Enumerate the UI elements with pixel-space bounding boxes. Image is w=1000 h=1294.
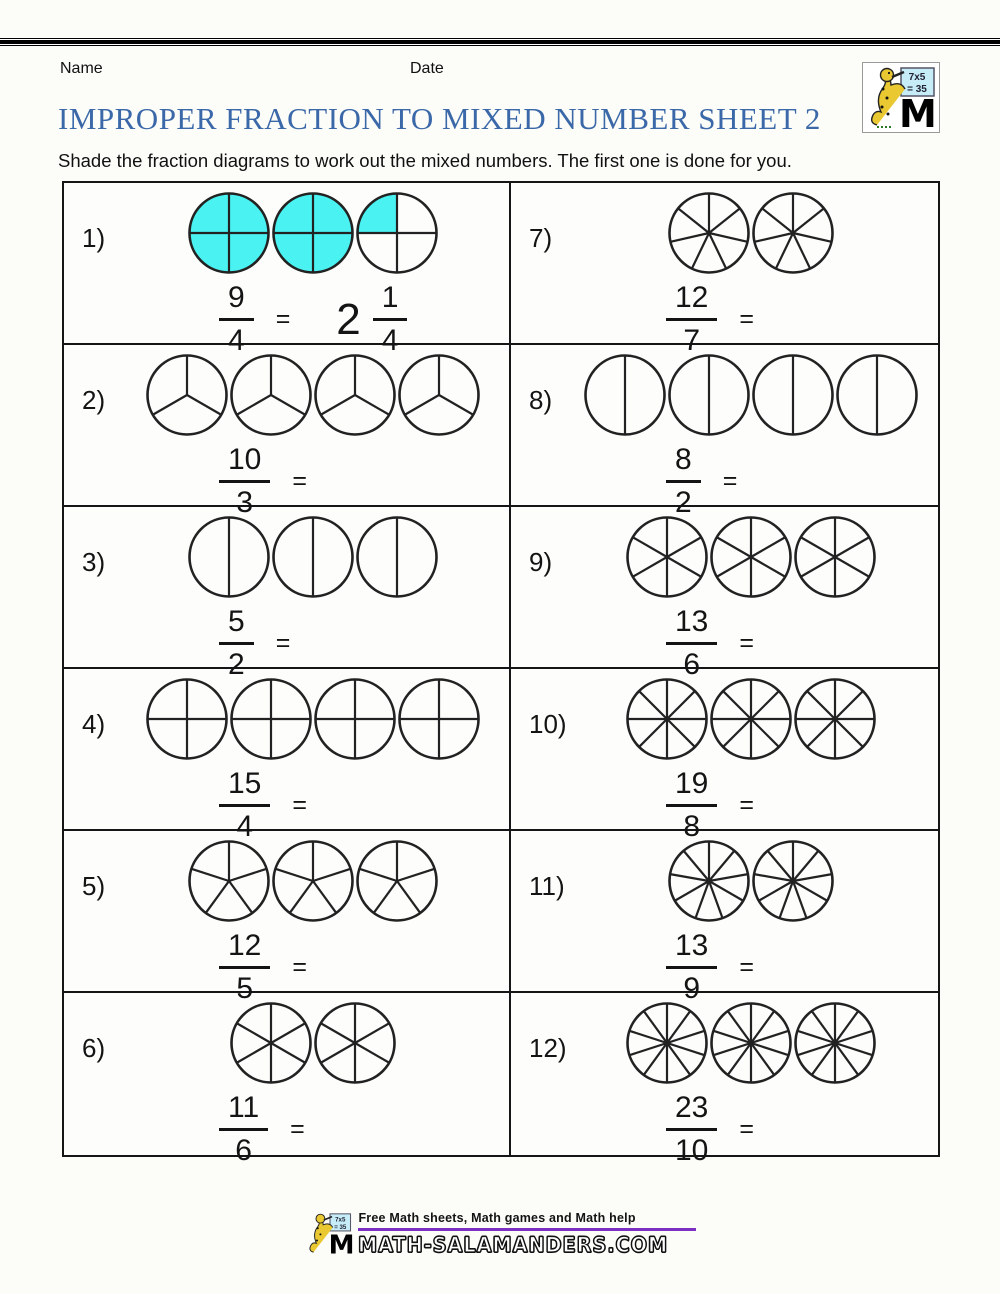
fraction-circle bbox=[229, 353, 313, 437]
problem-cell-1 bbox=[64, 183, 511, 357]
fraction-diagrams bbox=[64, 353, 509, 443]
fraction-circle bbox=[397, 677, 481, 761]
svg-text:M: M bbox=[899, 92, 937, 132]
fraction-circle bbox=[187, 839, 271, 923]
svg-text:= 35: = 35 bbox=[334, 1223, 347, 1231]
footer bbox=[0, 1205, 1000, 1261]
fraction-circle bbox=[355, 515, 439, 599]
fraction-denominator: 4 bbox=[228, 324, 245, 357]
svg-text:M: M bbox=[329, 1230, 355, 1261]
fraction-circle bbox=[355, 191, 439, 275]
equals-sign: = bbox=[739, 1115, 754, 1143]
problem-number: 10) bbox=[529, 709, 567, 739]
svg-text:7x5: 7x5 bbox=[908, 72, 926, 83]
answer-whole-number: 2 bbox=[336, 294, 361, 344]
fraction-circle bbox=[709, 1001, 793, 1085]
problem-number: 3) bbox=[82, 547, 106, 577]
fraction-circle bbox=[271, 515, 355, 599]
fraction-circle bbox=[187, 191, 271, 275]
fraction-denominator: 9 bbox=[683, 972, 701, 1005]
fraction-diagrams bbox=[64, 677, 509, 767]
fraction-denominator: 8 bbox=[683, 810, 701, 843]
fraction-circle bbox=[271, 191, 355, 275]
fraction-circle bbox=[835, 353, 919, 437]
equals-sign: = bbox=[292, 953, 307, 981]
fraction-denominator: 2 bbox=[228, 648, 245, 681]
fraction-denominator: 7 bbox=[683, 324, 701, 357]
equals-sign: = bbox=[275, 629, 291, 657]
fraction-diagrams bbox=[64, 1001, 509, 1091]
equals-sign: = bbox=[739, 791, 754, 819]
fraction-diagrams bbox=[64, 191, 509, 281]
problem-cell-10 bbox=[511, 669, 938, 843]
footer-salamander-icon bbox=[304, 1205, 356, 1261]
fraction-circle bbox=[667, 353, 751, 437]
fraction-circle bbox=[709, 677, 793, 761]
problem-cell-7 bbox=[511, 183, 938, 357]
fraction-circle bbox=[145, 677, 229, 761]
worksheet-grid bbox=[62, 181, 940, 1167]
fraction-circle bbox=[583, 353, 667, 437]
fraction-denominator: 10 bbox=[675, 1134, 709, 1167]
svg-text:7x5: 7x5 bbox=[335, 1216, 346, 1224]
fraction-numerator: 19 bbox=[666, 769, 717, 807]
fraction-circle bbox=[397, 353, 481, 437]
equals-sign: = bbox=[275, 305, 291, 333]
fraction-diagrams bbox=[64, 839, 509, 929]
fraction-circle bbox=[625, 677, 709, 761]
fraction-numerator: 1 bbox=[373, 283, 408, 321]
fraction-diagrams bbox=[64, 515, 509, 605]
fraction-diagrams bbox=[511, 1001, 938, 1091]
footer-site-name: MATH-SALAMANDERS.COM bbox=[358, 1233, 669, 1257]
problem-cell-11 bbox=[511, 831, 938, 1005]
improper-fraction bbox=[666, 1093, 717, 1166]
fraction-numerator: 13 bbox=[666, 931, 717, 969]
problem-cell-4 bbox=[64, 669, 511, 843]
instruction-text: Shade the fraction diagrams to work out the mixed numbers. The first one is done for you. bbox=[58, 150, 792, 171]
page-title: IMPROPER FRACTION TO MIXED NUMBER SHEET 2 bbox=[58, 101, 821, 136]
improper-fraction bbox=[219, 1093, 268, 1166]
problem-number: 9) bbox=[529, 547, 553, 577]
problem-number: 7) bbox=[529, 223, 553, 253]
fraction-circle bbox=[625, 1001, 709, 1085]
fraction-denominator: 6 bbox=[235, 1134, 252, 1167]
fraction-circle bbox=[793, 1001, 877, 1085]
page-top-rule bbox=[0, 38, 1000, 47]
problem-number: 12) bbox=[529, 1033, 567, 1063]
fraction-denominator: 4 bbox=[236, 810, 254, 843]
fraction-circle bbox=[313, 1001, 397, 1085]
equals-sign: = bbox=[739, 305, 754, 333]
fraction-circle bbox=[229, 677, 313, 761]
problem-cell-6 bbox=[64, 993, 511, 1167]
fraction-circle bbox=[793, 515, 877, 599]
fraction-numerator: 15 bbox=[219, 769, 270, 807]
problem-cell-5 bbox=[64, 831, 511, 1005]
problem-number: 11) bbox=[529, 871, 565, 901]
svg-text:= 35: = 35 bbox=[907, 84, 927, 95]
fraction-circle bbox=[271, 839, 355, 923]
fraction-equation bbox=[219, 1093, 305, 1166]
fraction-circle bbox=[751, 191, 835, 275]
fraction-circle bbox=[145, 353, 229, 437]
problem-number: 8) bbox=[529, 385, 553, 415]
fraction-circle bbox=[667, 839, 751, 923]
fraction-numerator: 10 bbox=[219, 445, 270, 483]
fraction-diagrams bbox=[511, 353, 938, 443]
fraction-circle bbox=[313, 677, 397, 761]
fraction-circle bbox=[355, 839, 439, 923]
fraction-numerator: 12 bbox=[219, 931, 270, 969]
name-label: Name bbox=[60, 60, 103, 77]
fraction-circle bbox=[751, 353, 835, 437]
problem-number: 4) bbox=[82, 709, 106, 739]
problem-cell-9 bbox=[511, 507, 938, 681]
fraction-numerator: 11 bbox=[219, 1093, 268, 1131]
fraction-circle bbox=[625, 515, 709, 599]
equals-sign: = bbox=[292, 467, 307, 495]
fraction-numerator: 8 bbox=[666, 445, 701, 483]
fraction-numerator: 5 bbox=[219, 607, 254, 645]
fraction-diagrams bbox=[511, 515, 938, 605]
fraction-diagrams bbox=[511, 839, 938, 929]
fraction-equation bbox=[666, 1093, 754, 1166]
equals-sign: = bbox=[739, 629, 754, 657]
fraction-numerator: 9 bbox=[219, 283, 254, 321]
fraction-denominator: 4 bbox=[381, 324, 399, 357]
problem-cell-8 bbox=[511, 345, 938, 519]
problem-number: 5) bbox=[82, 871, 106, 901]
equals-sign: = bbox=[290, 1115, 305, 1143]
fraction-denominator: 2 bbox=[675, 486, 692, 519]
fraction-numerator: 12 bbox=[666, 283, 717, 321]
fraction-numerator: 23 bbox=[666, 1093, 717, 1131]
problem-number: 6) bbox=[82, 1033, 106, 1063]
problem-number: 1) bbox=[82, 223, 106, 253]
fraction-numerator: 13 bbox=[666, 607, 717, 645]
problem-cell-12 bbox=[511, 993, 938, 1167]
fraction-diagrams bbox=[511, 677, 938, 767]
problem-number: 2) bbox=[82, 385, 106, 415]
fraction-diagrams bbox=[511, 191, 938, 281]
footer-rule bbox=[358, 1228, 695, 1231]
footer-tagline: Free Math sheets, Math games and Math help bbox=[358, 1211, 636, 1225]
fraction-circle bbox=[709, 515, 793, 599]
fraction-denominator: 6 bbox=[683, 648, 701, 681]
fraction-circle bbox=[229, 1001, 313, 1085]
equals-sign: = bbox=[739, 953, 754, 981]
date-label: Date bbox=[410, 60, 444, 77]
fraction-circle bbox=[751, 839, 835, 923]
problem-cell-2 bbox=[64, 345, 511, 519]
fraction-circle bbox=[793, 677, 877, 761]
equals-sign: = bbox=[292, 791, 307, 819]
problem-cell-3 bbox=[64, 507, 511, 681]
fraction-circle bbox=[187, 515, 271, 599]
fraction-circle bbox=[667, 191, 751, 275]
fraction-circle bbox=[313, 353, 397, 437]
fraction-denominator: 5 bbox=[236, 972, 254, 1005]
fraction-denominator: 3 bbox=[236, 486, 254, 519]
equals-sign: = bbox=[722, 467, 738, 495]
